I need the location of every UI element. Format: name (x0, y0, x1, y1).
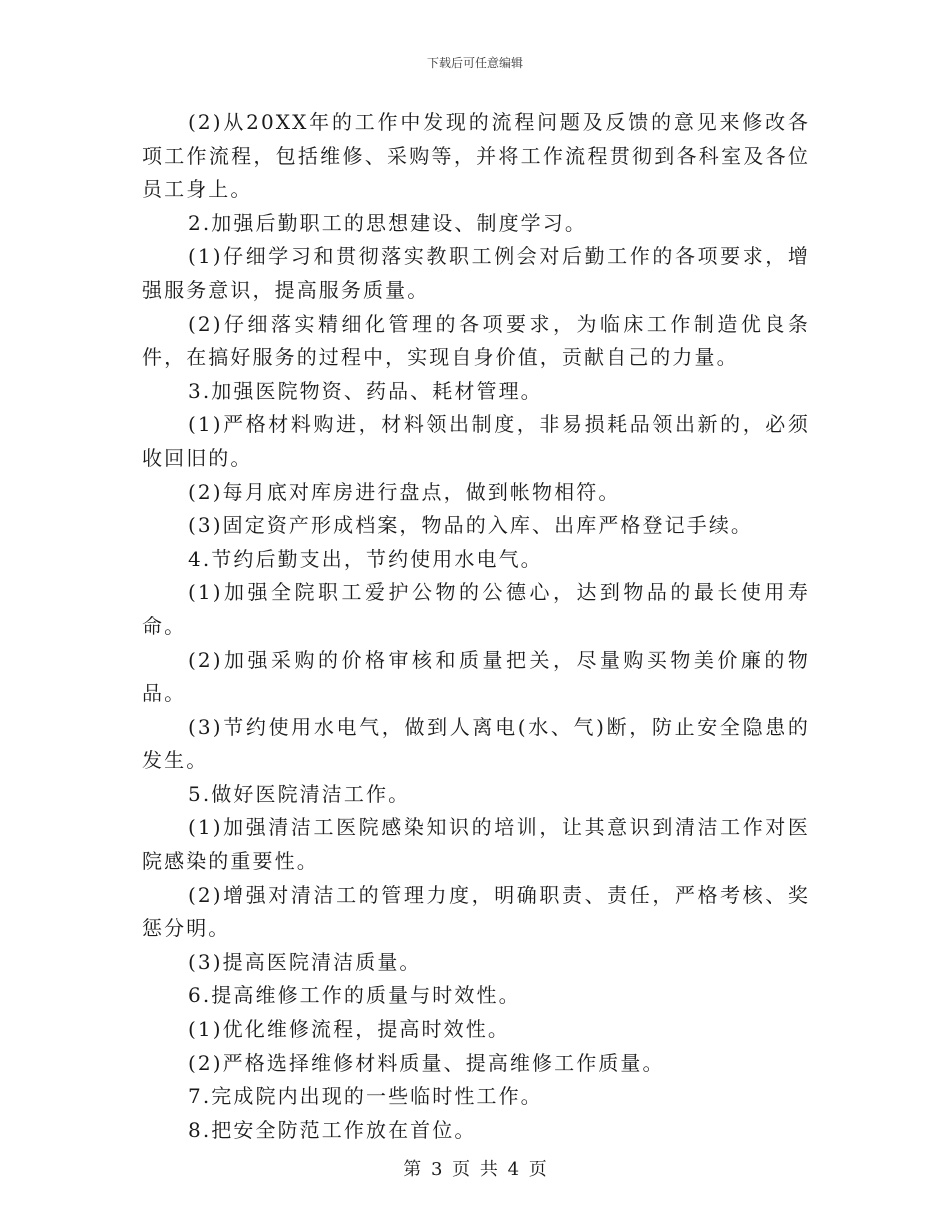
paragraph: (3)节约使用水电气，做到人离电(水、气)断，防止安全隐患的发生。 (142, 714, 810, 773)
paragraph: (1)加强全院职工爱护公物的公德心，达到物品的最长使用寿命。 (142, 580, 810, 638)
section-heading: 4.节约后勤支出，节约使用水电气。 (188, 546, 543, 571)
paragraph: (3)提高医院清洁质量。 (188, 949, 422, 974)
paragraph: (2)每月底对库房进行盘点，做到帐物相符。 (188, 479, 621, 504)
section-heading: 3.加强医院物资、药品、耗材管理。 (188, 378, 543, 403)
paragraph: (1)优化维修流程，提高时效性。 (188, 1017, 510, 1042)
paragraph: (2)增强对清洁工的管理力度，明确职责、责任，严格考核、奖惩分明。 (142, 882, 810, 941)
paragraph: (3)固定资产形成档案，物品的入库、出库严格登记手续。 (188, 513, 754, 538)
section-heading: 5.做好医院清洁工作。 (188, 781, 411, 806)
document-body (142, 106, 810, 1147)
paragraph: (1)仔细学习和贯彻落实教职工例会对后勤工作的各项要求，增强服务意识，提高服务质量。 (142, 244, 810, 302)
paragraph: (2)仔细落实精细化管理的各项要求，为临床工作制造优良条件，在搞好服务的过程中，实现自身价值，贡献自己的力量。 (142, 311, 810, 370)
section-heading: 2.加强后勤职工的思想建设、制度学习。 (188, 210, 587, 235)
header-note: 下载后可任意编辑 (426, 56, 523, 70)
paragraph: (2)严格选择维修材料质量、提高维修工作质量。 (188, 1050, 665, 1075)
paragraph: (1)加强清洁工医院感染知识的培训，让其意识到清洁工作对医院感染的重要性。 (142, 815, 810, 874)
paragraph: (1)严格材料购进，材料领出制度，非易损耗品领出新的，必须收回旧的。 (142, 412, 810, 470)
page-number-footer: 第 3 页 共 4 页 (403, 1159, 547, 1180)
section-heading: 8.把安全防范工作放在首位。 (188, 1117, 477, 1142)
section-heading: 6.提高维修工作的质量与时效性。 (188, 983, 521, 1008)
paragraph: (2)加强采购的价格审核和质量把关，尽量购买物美价廉的物品。 (142, 647, 810, 706)
section-heading: 7.完成院内出现的一些临时性工作。 (188, 1084, 543, 1109)
paragraph: (2)从20XX年的工作中发现的流程问题及反馈的意见来修改各项工作流程，包括维修、采购等，并将工作流程贯彻到各科室及各位员工身上。 (142, 110, 810, 202)
